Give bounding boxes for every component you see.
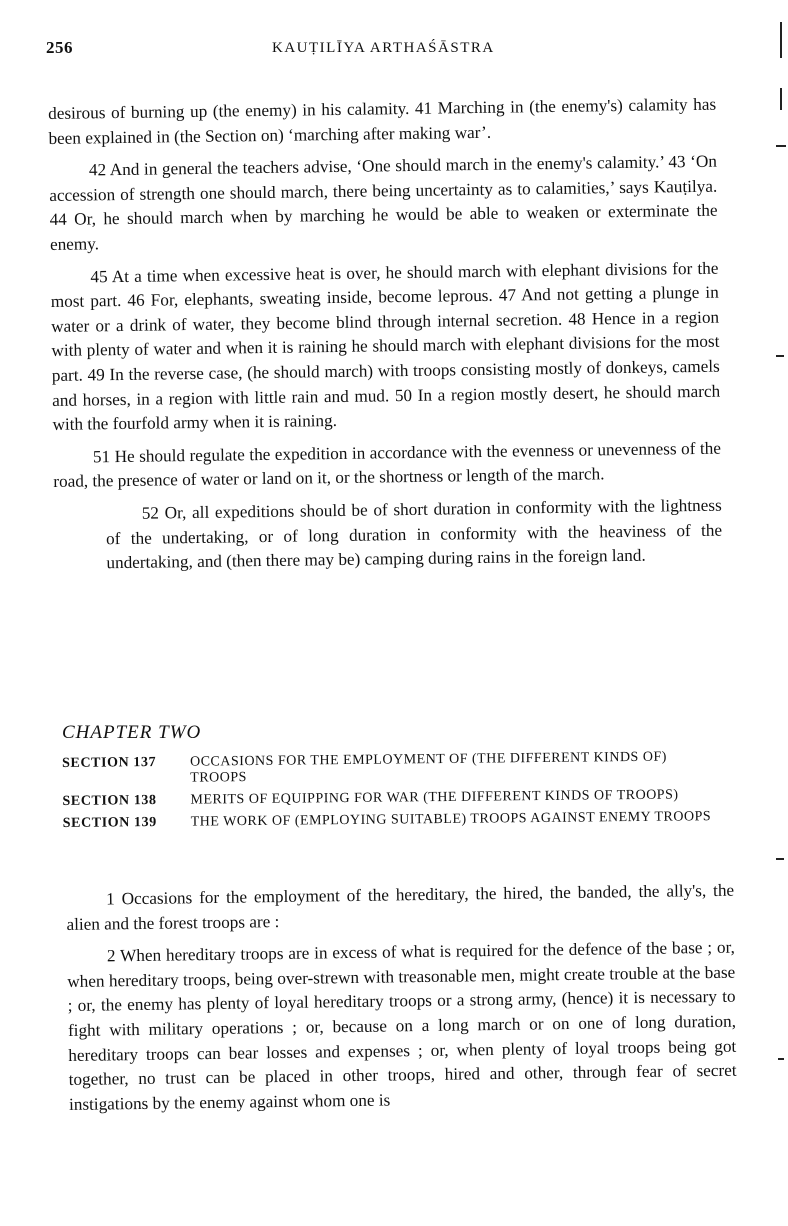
chapter-title: CHAPTER TWO (62, 722, 202, 743)
section-heading (62, 787, 712, 810)
section-label: SECTION 138 (62, 793, 157, 809)
scan-edge-line (780, 22, 782, 58)
section-title: THE WORK OF (EMPLOYING SUITABLE) TROOPS AGAINST ENEMY TROOPS (190, 809, 712, 830)
scan-tick (776, 145, 786, 147)
scan-tick (776, 355, 784, 357)
page-number: 256 (46, 38, 73, 57)
paragraph-45-50: 45 At a time when excessive heat is over, he should march with elephant divisions for the most part. 46 For, elephants, sweating inside, become leprous. 47 And not getting a plunge in water or a drink of water, they become blind through internal secretion. 48 Hence in a region with plenty of water and when it is raining he should march with elephant divisions for the most part. 49 In the reverse case, (he should march) with troops consisting mostly of donkeys, camels and horses, in a region with little rain and mud. 50 In a region mostly desert, he should march with the fourfold army when it is raining. (50, 258, 721, 435)
paragraph-1: 1 Occasions for the employment of the hereditary, the hired, the banded, the ally's, the alien and the forest troops are : (66, 880, 735, 934)
section-heading (63, 809, 713, 832)
paragraph-52: 52 Or, all expeditions should be of short duration in conformity with the lightness of the undertaking, or of long duration in conformity with the heaviness of the undertaking, and (then there may be) camping during rains in the foreign land. (105, 495, 723, 573)
paragraph-2: 2 When hereditary troops are in excess of what is required for the defence of the base ; or, when hereditary troops, being over-strewn with treasonable men, might create trouble at the base ; or, the enemy has plenty of loyal hereditary troops or a strong army, (hence) it is necessary to fight with military operations ; or, because on a long march or on one of long duration, hereditary troops can bear losses and expenses ; or, when plenty of loyal troops being got together, no trust can be placed in other troops, hired and other, through fear of secret instigations by the enemy against whom one is (67, 937, 737, 1114)
section-title: MERITS OF EQUIPPING FOR WAR (THE DIFFERENT KINDS OF TROOPS) (190, 787, 679, 808)
scan-tick (778, 1058, 784, 1060)
scan-tick (776, 858, 784, 860)
page-header (46, 38, 748, 62)
body-text-bottom (66, 879, 737, 1126)
body-text-top (48, 93, 723, 585)
section-title: OCCASIONS FOR THE EMPLOYMENT OF (THE DIFFERENT KINDS OF) TROOPS (189, 749, 667, 786)
section-label: SECTION 137 (62, 755, 157, 771)
paragraph-40-41: desirous of burning up (the enemy) in his calamity. 41 Marching in (the enemy's) calamity has been explained in (the Section on) ‘marching after making war’. (48, 94, 717, 148)
section-heading (62, 749, 712, 788)
scan-edge-line (780, 88, 782, 110)
paragraph-42-44: 42 And in general the teachers advise, ‘One should march in the enemy's calamity.’ 43 ‘On accession of strength one should march, there being uncertainty as to calamities,’ says Kauṭilya. 44 Or, he should march when by marching he would be able to weaken or exterminate the enemy. (49, 151, 718, 254)
running-title: KAUṬILĪYA ARTHAŚĀSTRA (272, 40, 495, 56)
section-label: SECTION 139 (62, 815, 157, 831)
paragraph-51: 51 He should regulate the expedition in accordance with the evenness or unevenness of the road, the presence of water or land on it, or the shortness or length of the march. (53, 438, 722, 492)
section-headings (62, 749, 713, 838)
